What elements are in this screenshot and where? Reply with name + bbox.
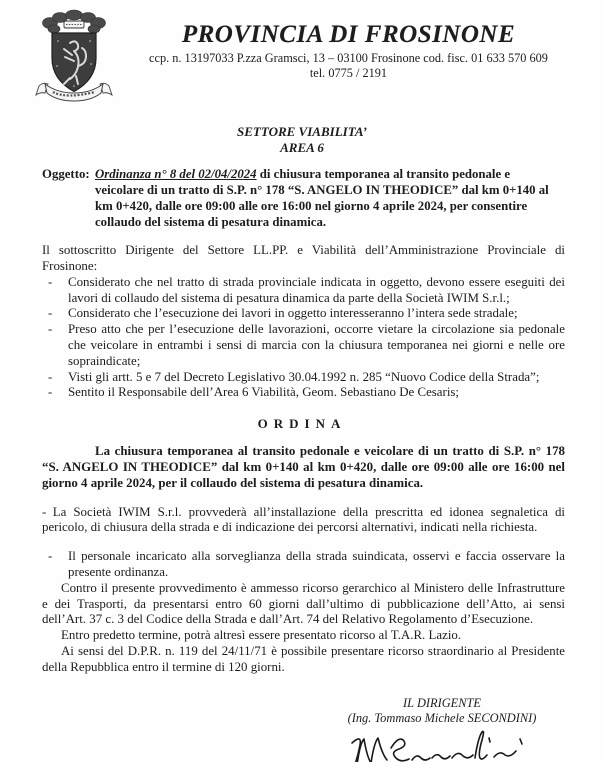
area-heading: AREA 6 (280, 139, 324, 155)
coat-of-arms-icon (33, 8, 115, 104)
list-item: - Considerato che nel tratto di strada provinciale indicata in oggetto, devono essere eseguiti dei lavori di collaudo del sistema di pesatura dinamica da parte della Società IWIM S.r.l.; (42, 275, 565, 307)
list-item: - Sentito il Responsabile dell’Area 6 Viabilità, Geom. Sebastiano De Cesaris; (42, 385, 565, 401)
subject-block (42, 166, 564, 230)
sector-heading: SETTORE VIABILITA’ (237, 124, 367, 139)
letterhead-text (115, 8, 582, 104)
address-line: ccp. n. 13197033 P.zza Gramsci, 13 – 03100 Frosinone cod. fisc. 01 633 570 609 (149, 51, 548, 66)
appeal-paragraph: Ai sensi del D.P.R. n. 119 del 24/11/71 è possibile presentare ricorso straordinario al Presidente della Repubblica entro il termine di 120 giorni. (42, 643, 565, 674)
provision-surveillance: - Il personale incaricato alla sorveglianza della strada suindicata, osservi e faccia osservare la presente ordinanza. (42, 549, 565, 581)
list-item: - Preso atto che per l’esecuzione delle lavorazioni, occorre vietare la circolazione sia pedonale che veicolare in entrambi i sensi di marcia con la chiusura temporanea nei giorni e nelle ore sopraindicate; (42, 322, 565, 369)
subject-label: Oggetto: (42, 167, 90, 182)
appeal-paragraph: Entro predetto termine, potrà altresì essere presentato ricorso al T.A.R. Lazio. (61, 628, 462, 643)
list-item: - Visti gli artt. 5 e 7 del Decreto Legislativo 30.04.1992 n. 285 “Nuovo Codice della Strada”; (42, 370, 565, 386)
handwritten-signature (342, 727, 542, 762)
provision-signage: - La Società IWIM S.r.l. provvederà all’installazione della prescritta ed idonea segnaletica di pericolo, di chiusura della strada e di indicazione dei percorsi alternativi, indicati nella richiesta. (42, 505, 565, 537)
order-heading: ORDINA (257, 416, 347, 432)
signature-block (306, 696, 578, 762)
letterhead (0, 0, 604, 104)
preamble-intro: Il sottoscritto Dirigente del Settore LL.PP. e Viabilità dell’Amministrazione Provinciale di Frosinone: (42, 243, 565, 273)
order-text: La chiusura temporanea al transito pedonale e veicolare di un tratto di S.P. n° 178 “S. ANGELO IN THEODICE” dal km 0+140 al km 0+420, dalle ore 09:00 alle ore 16:00 nel giorno 4 aprile 2024, per il collaudo del sistema di pesatura dinamica. (42, 444, 565, 490)
phone-line: tel. 0775 / 2191 (309, 66, 388, 81)
subject-description: di chiusura temporanea al transito pedonale e veicolare di un tratto di S.P. n° 178 “S. ANGELO IN THEODICE” dal km 0+140 al km 0+420, dalle ore 09:00 alle ore 16:00 nel giorno 4 aprile 2024, per consentire collaudo del sistema di pesatura dinamica. (95, 167, 549, 230)
appeal-paragraph: Contro il presente provvedimento è ammesso ricorso gerarchico al Ministero delle Infrastrutture e dei Trasporti, da presentarsi entro 60 giorni dall’ultimo di pubblicazione dell’Atto, ai sensi dell’Art. 37 c. 3 del Codice della Strada e dall’Art. 74 del Relativo Regolamento d’Esecuzione. (42, 580, 565, 627)
org-title: PROVINCIA DI FROSINONE (181, 21, 516, 48)
sector-area-heading (0, 124, 604, 155)
signer-name: (Ing. Tommaso Michele SECONDINI) (347, 710, 537, 725)
subject-text (95, 166, 561, 230)
ordinance-reference: Ordinanza n° 8 del 02/04/2024 (95, 167, 257, 182)
list-item: - Considerato che l’esecuzione dei lavori in oggetto interesseranno l’intera sede stradale; (42, 306, 565, 322)
signer-role: IL DIRIGENTE (403, 695, 481, 710)
